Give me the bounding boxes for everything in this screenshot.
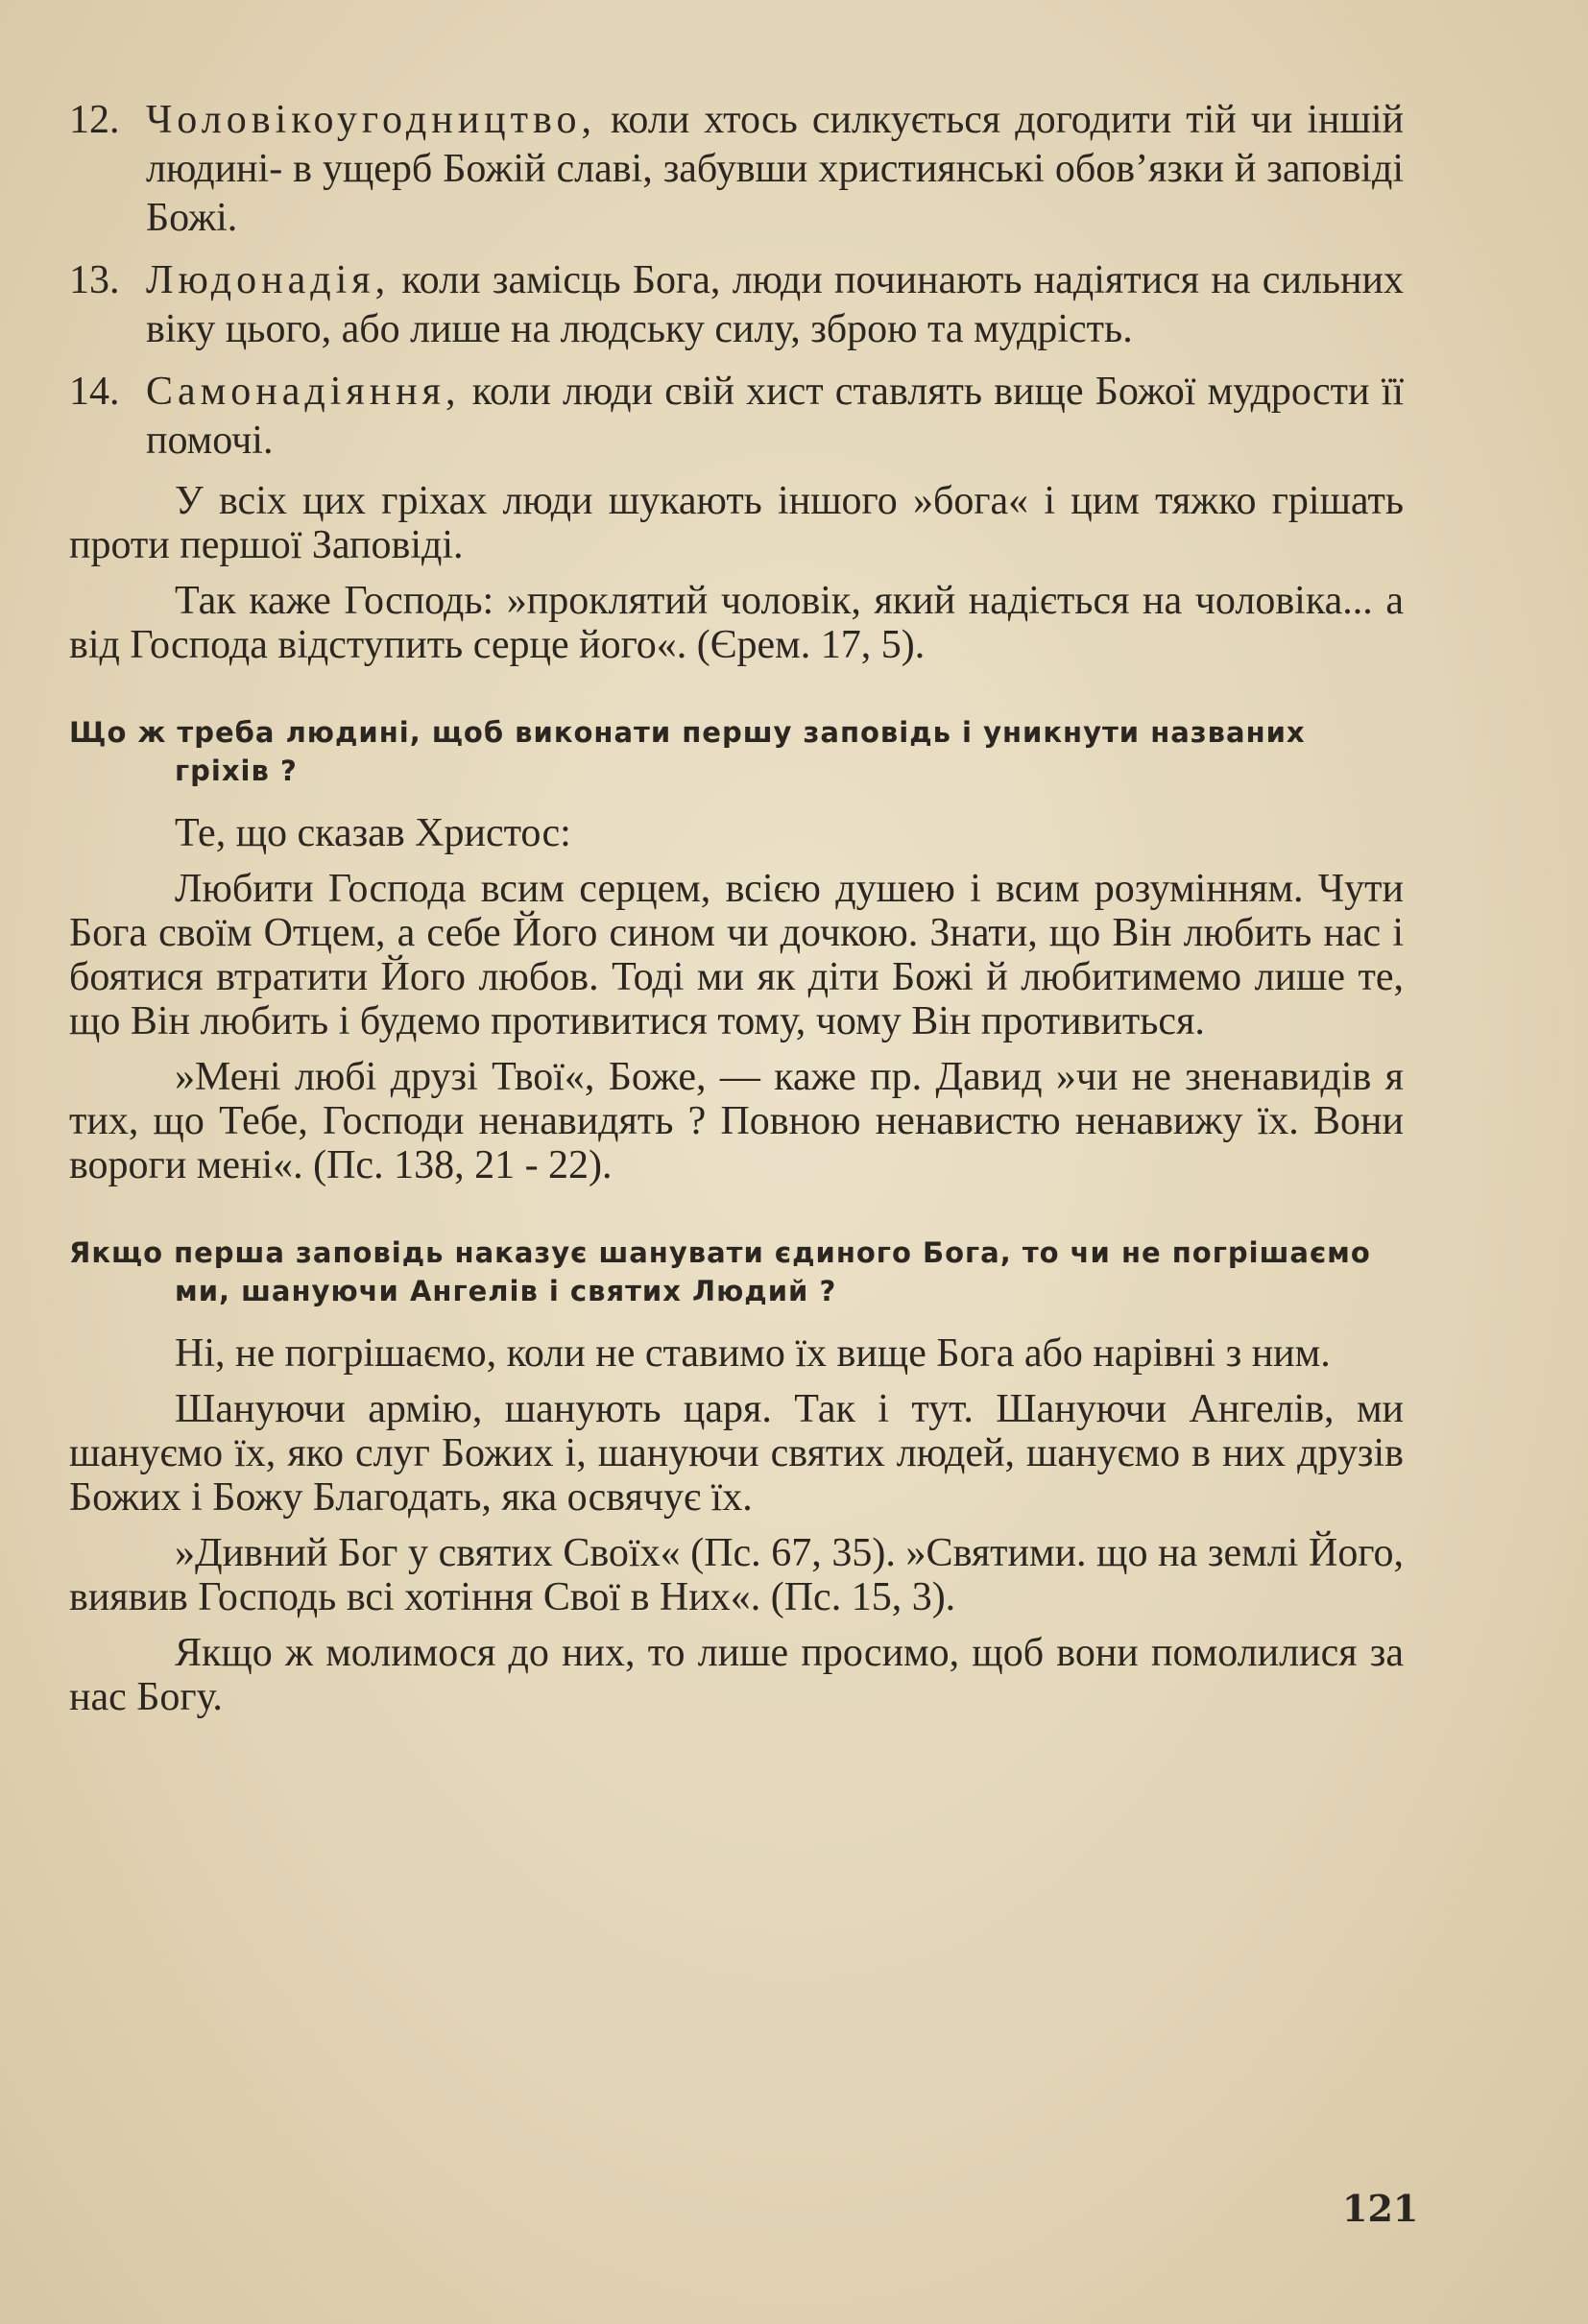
item-term: Самонадіяння, [146,370,461,414]
list-item [69,368,1404,466]
paragraph: Шануючи армію, шанують царя. Так і тут. Шануючи Ангелів, ми шануємо їх, яко слуг Божих і, шануючи святих людей, шануємо в них друзів Божих і Божу Благодать, яка освячує їх. [69,1387,1404,1520]
item-text: коли хтось силкується догодити тій чи іншій людині- в ущерб Божій славі, забувши християнські обов’язки й заповіді Божі. [146,98,1404,240]
item-body [146,368,1404,466]
paragraph: Так каже Господь: »проклятий чоловік, який надіється на чоловіка... а від Господа відступить серце його«. (Єрем. 17, 5). [69,579,1404,667]
page-number: 121 [1342,2187,1419,2230]
paragraph: »Дивний Бог у святих Своїх« (Пс. 67, 35). »Святими. що на землі Його, виявив Господь всі хотіння Свої в Них«. (Пс. 15, 3). [69,1531,1404,1619]
list-item [69,256,1404,354]
paragraph: Ні, не погрішаємо, коли не ставимо їх вище Бога або нарівні з ним. [175,1331,1331,1376]
question-heading: Що ж треба людині, щоб виконати першу заповідь і уникнути названих гріхів ? [69,716,1306,787]
paragraph: »Мені любі друзі Твої«, Боже, — каже пр. Давид »чи не зненавидів я тих, що Тебе, Господи ненавидять ? Повною ненавистю ненавижу їх. Вони вороги мені«. (Пс. 138, 21 - 22). [69,1055,1404,1187]
paragraph: Те, що сказав Христос: [175,811,571,855]
item-term: Чоловікоугодництво, [146,98,597,142]
list-item [69,96,1404,243]
item-text: коли замісць Бога, люди починають надіятися на сильних віку цього, або лише на людську силу, зброю та мудрість. [146,258,1404,351]
item-number: 14. [69,370,120,414]
question-heading: Якщо перша заповідь наказує шанувати єдиного Бога, то чи не погрішаємо ми, шануючи Ангелів і святих Людий ? [69,1236,1371,1307]
paragraph: Любити Господа всим серцем, всією душею і всим розумінням. Чути Бога своїм Отцем, а себе Його сином чи дочкою. Знати, що Він любить нас і боятися втратити Його любов. Тоді ми як діти Божі й любитимемо лише те, що Він любить і будемо противитися тому, чому Він противиться. [69,867,1404,1043]
page-content [69,96,1404,1731]
item-text: коли люди свій хист ставлять вище Божої мудрости її помочі. [146,370,1404,463]
item-number: 12. [69,98,120,142]
item-term: Людонадія, [146,258,391,302]
item-number: 13. [69,258,120,302]
paragraph: Якщо ж молимося до них, то лише просимо, щоб вони помолилися за нас Богу. [69,1631,1404,1719]
item-body [146,256,1404,354]
paragraph: У всіх цих гріхах люди шукають іншого »бога« і цим тяжко грішать проти першої Заповіді. [69,479,1404,567]
item-body [146,96,1404,243]
